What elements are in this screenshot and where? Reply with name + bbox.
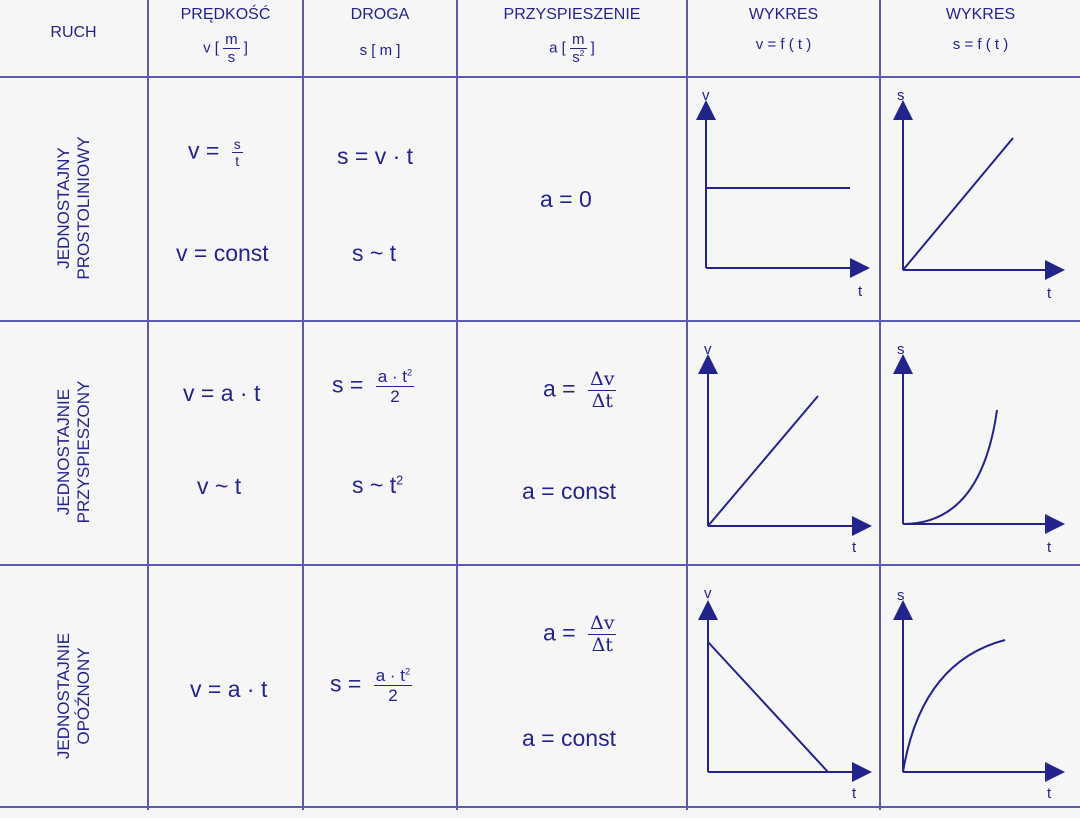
header-ruch xyxy=(0,0,147,78)
axis-label-v: v xyxy=(704,341,712,358)
axis-label-t: t xyxy=(1047,539,1052,556)
axis-label-s: s xyxy=(897,587,905,604)
col-divider-1 xyxy=(147,0,149,810)
row-label-przyspieszony: JEDNOSTAJNIE PRZYSPIESZONY xyxy=(54,380,93,524)
header-wykres-s xyxy=(881,0,1080,78)
axis-label-s: s xyxy=(897,87,905,104)
graph-row1-velocity xyxy=(688,78,878,320)
row1-distance-formula: s = v · t xyxy=(337,143,414,169)
row-label-opozniony: JEDNOSTAJNIE OPÓŹNONY xyxy=(54,632,93,760)
row3-velocity-formula: v = a · t xyxy=(190,676,268,702)
header-wykres-s-title: WYKRES xyxy=(945,6,1016,23)
row2-acceleration-formula: a = $\frac{\Delta v}{\Delta t}$ xyxy=(543,368,615,412)
unit-fraction: $\frac{m}{s^2}$ xyxy=(572,31,585,66)
bottom-border xyxy=(0,806,1080,808)
graph-row1-distance xyxy=(881,78,1079,320)
axis-label-t: t xyxy=(852,539,857,556)
header-przyspieszenie-unit: a [ $\frac{m}{s^2}$ ] xyxy=(549,31,595,66)
header-ruch-label: RUCH xyxy=(50,24,97,41)
row-label-jednostajny: JEDNOSTAJNY PROSTOLINIOWY xyxy=(54,136,93,280)
row1-acceleration: a = 0 xyxy=(540,186,592,212)
header-predkosc-title: PRĘDKOŚĆ xyxy=(180,6,271,23)
row3-acceleration-const: a = const xyxy=(522,725,616,751)
axis-label-s: s xyxy=(897,341,905,358)
graph-row2-distance xyxy=(881,322,1079,564)
row2-velocity-proportional: v ~ t xyxy=(197,473,242,499)
axis-label-t: t xyxy=(858,283,863,300)
axis-label-t: t xyxy=(1047,785,1052,802)
row2-velocity-formula: v = a · t xyxy=(183,380,261,406)
col-divider-2 xyxy=(302,0,304,810)
row2-distance-proportional: s ~ $t^2$ xyxy=(352,472,404,498)
curve-linear xyxy=(708,396,818,526)
graph-row2-velocity xyxy=(688,322,878,564)
curve-concave xyxy=(903,640,1005,772)
graph-row3-velocity xyxy=(688,566,878,806)
axis-label-t: t xyxy=(852,785,857,802)
header-droga-title: DROGA xyxy=(350,6,410,23)
row1-distance-proportional: s ~ t xyxy=(352,240,397,266)
curve-decreasing xyxy=(708,642,828,772)
header-przyspieszenie xyxy=(458,0,686,78)
curve-parabola xyxy=(903,410,997,524)
axis-label-v: v xyxy=(702,87,710,104)
row3-acceleration-formula: a = $\frac{\Delta v}{\Delta t}$ xyxy=(543,612,615,656)
unit-fraction: $\frac{m}{s}$ xyxy=(225,31,238,66)
header-droga xyxy=(304,0,456,78)
header-przyspieszenie-title: PRZYSPIESZENIE xyxy=(503,6,641,23)
row3-distance-formula: s = $\frac{a \cdot t^2}{2}$ xyxy=(330,666,411,705)
header-wykres-v-sub: v = f ( t ) xyxy=(755,36,812,53)
axis-label-t: t xyxy=(1047,285,1052,302)
header-wykres-v-title: WYKRES xyxy=(748,6,819,23)
header-droga-unit: s [ m ] xyxy=(359,42,401,59)
header-wykres-s-sub: s = f ( t ) xyxy=(952,36,1009,53)
row1-velocity-const: v = const xyxy=(176,240,269,266)
header-predkosc-unit: v [ $\frac{m}{s}$ ] xyxy=(203,31,248,66)
graph-row3-distance xyxy=(881,566,1079,806)
curve-linear xyxy=(903,138,1013,270)
header-wykres-v xyxy=(688,0,879,78)
row2-distance-formula: s = $\frac{a \cdot t^2}{2}$ xyxy=(332,367,413,406)
header-predkosc xyxy=(149,0,302,78)
row2-acceleration-const: a = const xyxy=(522,478,616,504)
axis-label-v: v xyxy=(704,585,712,602)
col-divider-3 xyxy=(456,0,458,810)
row1-velocity-formula: v = $\frac{s}{t}$ xyxy=(188,136,241,169)
